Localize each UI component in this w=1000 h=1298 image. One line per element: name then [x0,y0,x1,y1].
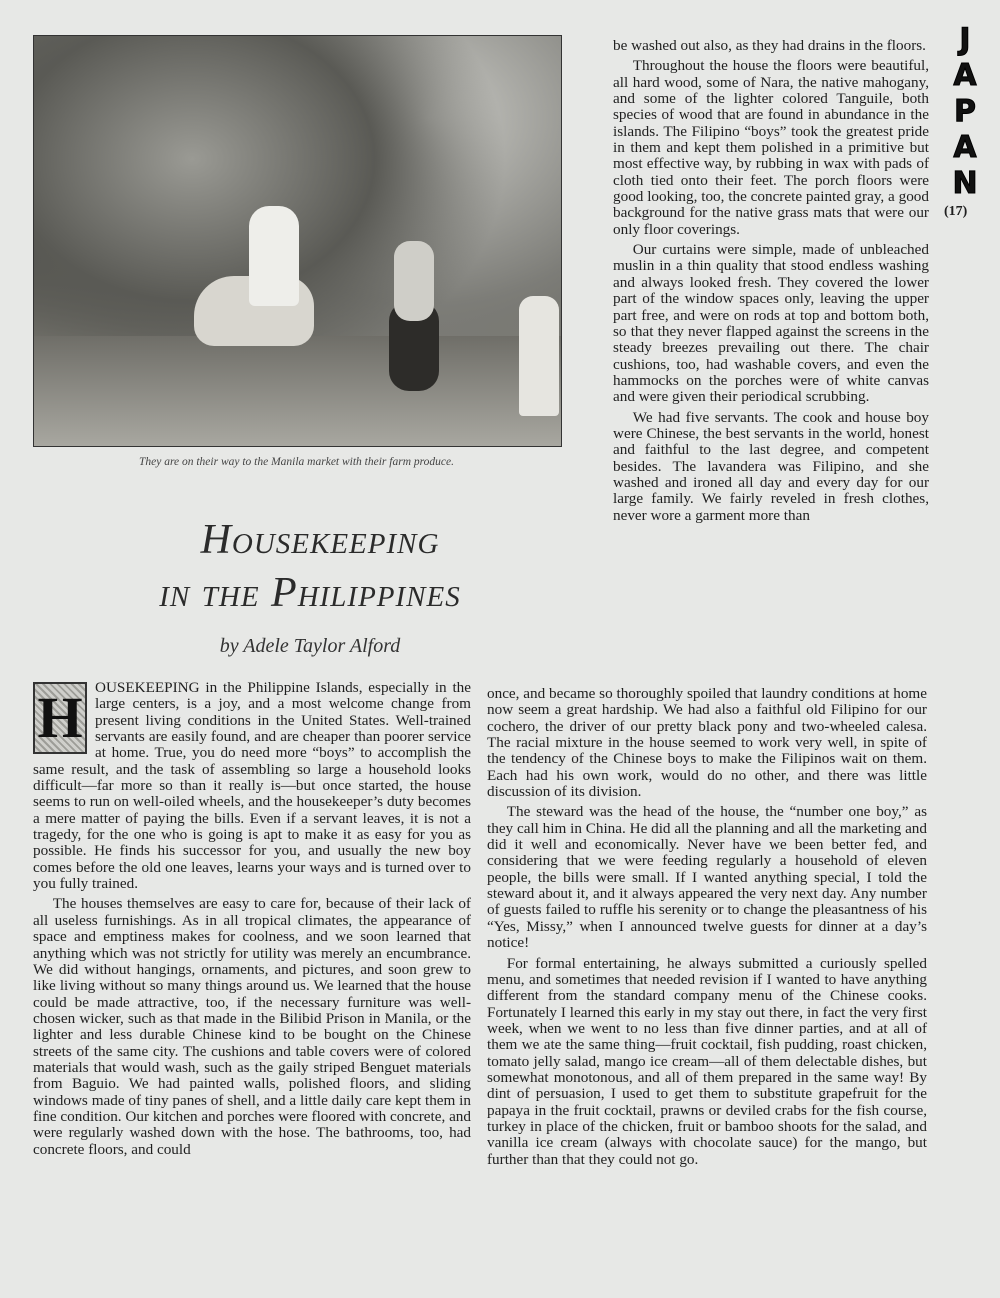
photo-bystanders [519,296,559,416]
paragraph: be washed out also, as they had drains in the floors. [613,37,926,54]
byline: by Adele Taylor Alford [219,635,401,657]
paragraph: Our curtains were simple, made of unbleached muslin in a thin quality that stood endless washing and always looked fresh. They covered the lower part of the window spaces only, leaving the upper part free, and were on rods at top and bottom both, so that they never flapped against the screens in the steady breezes prevailing out there. The chair cushions, too, had washable covers, and even the hammocks on the porches were of white canvas and were given their periodical scrubbing. [613,241,929,406]
paragraph: once, and became so thoroughly spoiled that laundry conditions at home now seem a great hardship. We had also a faithful old Filipino for our cochero, the driver of our pretty black pony and two-wheeled calesa. The racial mixture in the house seemed to work very well, in spite of the tendency of the Chinese boys to make the Filipinos wait on them. Each had his own work, would do no other, and there was little discussion of its division. [487,685,927,801]
title-line-1: Housekeeping [200,517,440,563]
masthead-letter: J [959,22,971,57]
paragraph: OUSEKEEPING in the Philippine Islands, especially in the large centers, is a joy, and a most welcome change from present living conditions in the United States. Well-trained servants are easily found, and are cheaper than poorer service at home. True, you do need more “boys” to accomplish the same result, and the task of assembling so large a household looks difficult—far more so than it really is—but once started, the house seems to run on well-oiled wheels, and the housekeeper’s duty becomes a mere matter of paying the bills. Even if a servant leaves, it is not a tragedy, for the one who is going is apt to make it as easy for you as possible. He finds his successor for you, and usually the new boy comes before the old one leaves, learns your ways and is turned over to you fully trained. [33,679,471,893]
masthead-letter: N [952,166,978,201]
masthead-japan [948,22,982,202]
left-column [33,680,471,1162]
masthead-letter: A [953,58,977,93]
paragraph: Throughout the house the floors were beautiful, all hard wood, some of Nara, the native mahogany, and some of the lighter colored Tanguile, both species of wood that are found in abundance in the islands. The Filipino “boys” took the greatest pride in them and kept them polished in a primitive but most effective way, by rubbing in wax with pads of cloth tied onto their feet. The porch floors were good looking, too, the concrete painted gray, a good background for the native grass mats that were our only floor coverings. [613,57,929,238]
photo-caption: They are on their way to the Manila market with their farm produce. [138,456,455,468]
title-line-2: in the Philippines [159,570,461,616]
photo-rider-woman [249,206,299,306]
article-title [60,515,560,621]
masthead-letter: P [954,94,976,129]
paragraph: The houses themselves are easy to care for, because of their lack of all useless furnishings. As in all tropical climates, the appearance of space and emptiness makes for coolness, and we soon learned that anything which was not strictly for utility was merely an encumbrance. We did without hangings, ornaments, and pictures, and soon grew to like living without so many things around us. We learned that the house could be made attractive, too, if the necessary furniture was well-chosen wicker, such as that made in the Bilibid Prison in Manila, or the lighter and less durable Chinese kind to be bought on the Chinese streets of the same city. The cushions and table covers were of colored materials that would wash, such as the gaily striped Benguet materials from Baguio. We had painted walls, polished floors, and sliding windows made of tiny panes of shell, and a little daily care kept them in fine condition. Our kitchen and porches were floored with concrete, and were regularly washed down with the hose. The bathrooms, too, had concrete floors, and could [33,895,471,1158]
right-bottom-column [487,686,927,1172]
paragraph: For formal entertaining, he always submitted a curiously spelled menu, and sometimes that needed revision if I wanted to have anything different from the standard company menu of the Chinese cooks. Fortunately I learned this early in my stay out there, in fact the very first week, when we went to no less than five dinner parties, and at all of them we ate the same thing—fruit cocktail, fish pudding, roast chicken, tomato jelly salad, mango ice cream—all of them delectable dishes, but somewhat monotonous, and all of them prepared in the same way! By dint of persuasion, I used to get them to substitute grapefruit for the papaya in the fruit cocktail, prawns or deviled crabs for the fish course, turkey in place of the chicken, fruit or bamboo shoots for the salad, and vanilla ice cream (always with chocolate sauce) for the mango, but further than that they could not go. [487,954,927,1168]
masthead-letter: A [953,130,977,165]
article-photo [33,35,562,447]
right-top-column [613,38,929,528]
paragraph: The steward was the head of the house, the “number one boy,” as they call him in China. He did all the planning and all the marketing and did it well and economically. Never have we been better fed, and considering that we were feeding regularly a household of eleven people, the bills were small. If I wanted anything special, I told the steward about it, and it always appeared the very next day. Any number of guests failed to ruffle his serenity or to change the pleasantness of his “Yes, Missy,” when I announced twelve guests for dinner at a day’s notice! [487,803,927,952]
photo-road [34,336,561,446]
page-number: (17) [944,204,968,219]
paragraph: We had five servants. The cook and house boy were Chinese, the best servants in the world, honest and faithful to the last degree, and competent besides. The lavandera was Filipino, and she washed and ironed all day and every day for our large family. We fairly reveled in fresh clothes, never wore a garment more than [613,408,929,524]
drop-cap: H [33,682,87,754]
photo-rider-second [394,241,434,321]
